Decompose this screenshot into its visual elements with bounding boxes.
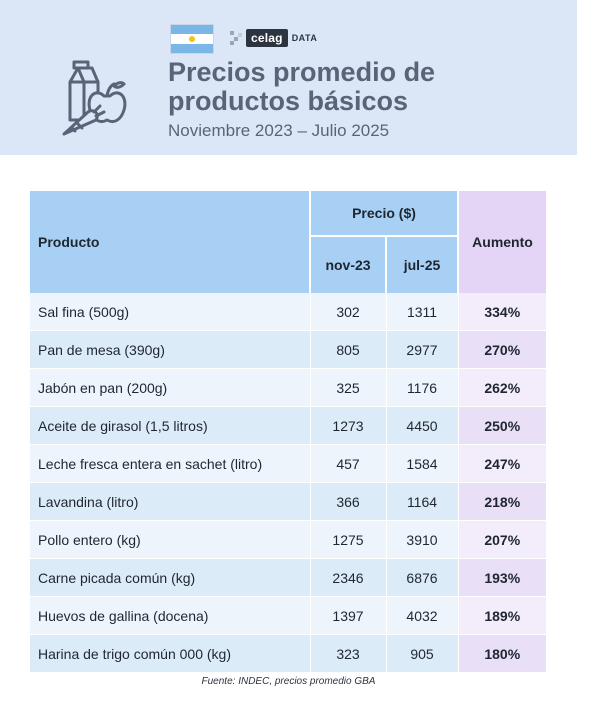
increase-cell: 270% (458, 331, 546, 369)
nov-23-price-cell: 1273 (310, 407, 386, 445)
jul-25-price-cell: 6876 (386, 559, 458, 597)
product-column-header: Producto (30, 191, 310, 293)
jul-25-price-cell: 2977 (386, 331, 458, 369)
table-row (30, 597, 546, 635)
logo-pixels-icon (230, 29, 244, 47)
nov-23-price-cell: 302 (310, 293, 386, 331)
nov-23-price-cell: 1397 (310, 597, 386, 635)
table-row (30, 559, 546, 597)
table-row (30, 445, 546, 483)
table-row (30, 407, 546, 445)
product-cell: Sal fina (500g) (30, 293, 310, 331)
jul-25-price-cell: 4032 (386, 597, 458, 635)
table-row (30, 483, 546, 521)
source-note: Fuente: INDEC, precios promedio GBA (201, 676, 376, 687)
table-row (30, 369, 546, 407)
increase-cell: 180% (458, 635, 546, 673)
jul-25-price-cell: 1311 (386, 293, 458, 331)
table-row (30, 635, 546, 673)
increase-cell: 250% (458, 407, 546, 445)
jul-25-price-cell: 1584 (386, 445, 458, 483)
increase-cell: 247% (458, 445, 546, 483)
increase-cell: 262% (458, 369, 546, 407)
product-cell: Carne picada común (kg) (30, 559, 310, 597)
nov-23-price-cell: 457 (310, 445, 386, 483)
nov-23-price-cell: 325 (310, 369, 386, 407)
title-line-2: productos básicos (168, 86, 409, 116)
brand-logo-text: celag (246, 29, 288, 47)
table-row (30, 293, 546, 331)
jul-25-column-header: jul-25 (386, 236, 458, 293)
product-cell: Jabón en pan (200g) (30, 369, 310, 407)
groceries-icon (58, 60, 136, 138)
product-cell: Aceite de girasol (1,5 litros) (30, 407, 310, 445)
price-column-header: Precio ($) (310, 191, 458, 236)
nov-23-price-cell: 323 (310, 635, 386, 673)
increase-cell: 207% (458, 521, 546, 559)
header-banner (0, 0, 577, 155)
page-title (168, 58, 435, 116)
product-cell: Leche fresca entera en sachet (litro) (30, 445, 310, 483)
jul-25-price-cell: 1164 (386, 483, 458, 521)
brand-sub-text: DATA (291, 33, 318, 43)
increase-cell: 193% (458, 559, 546, 597)
jul-25-price-cell: 905 (386, 635, 458, 673)
product-cell: Huevos de gallina (docena) (30, 597, 310, 635)
product-cell: Lavandina (litro) (30, 483, 310, 521)
increase-column-header: Aumento (458, 191, 546, 293)
increase-cell: 334% (458, 293, 546, 331)
jul-25-price-cell: 4450 (386, 407, 458, 445)
table-row (30, 521, 546, 559)
nov-23-price-cell: 2346 (310, 559, 386, 597)
prices-table (30, 191, 546, 673)
product-cell: Pollo entero (kg) (30, 521, 310, 559)
jul-25-price-cell: 1176 (386, 369, 458, 407)
argentina-flag-icon (170, 24, 214, 54)
celag-data-logo (230, 28, 317, 48)
jul-25-price-cell: 3910 (386, 521, 458, 559)
nov-23-column-header: nov-23 (310, 236, 386, 293)
nov-23-price-cell: 1275 (310, 521, 386, 559)
product-cell: Pan de mesa (390g) (30, 331, 310, 369)
nov-23-price-cell: 805 (310, 331, 386, 369)
table-row (30, 331, 546, 369)
page-subtitle: Noviembre 2023 – Julio 2025 (168, 121, 390, 140)
product-cell: Harina de trigo común 000 (kg) (30, 635, 310, 673)
increase-cell: 218% (458, 483, 546, 521)
nov-23-price-cell: 366 (310, 483, 386, 521)
title-line-1: Precios promedio de (168, 57, 436, 87)
increase-cell: 189% (458, 597, 546, 635)
